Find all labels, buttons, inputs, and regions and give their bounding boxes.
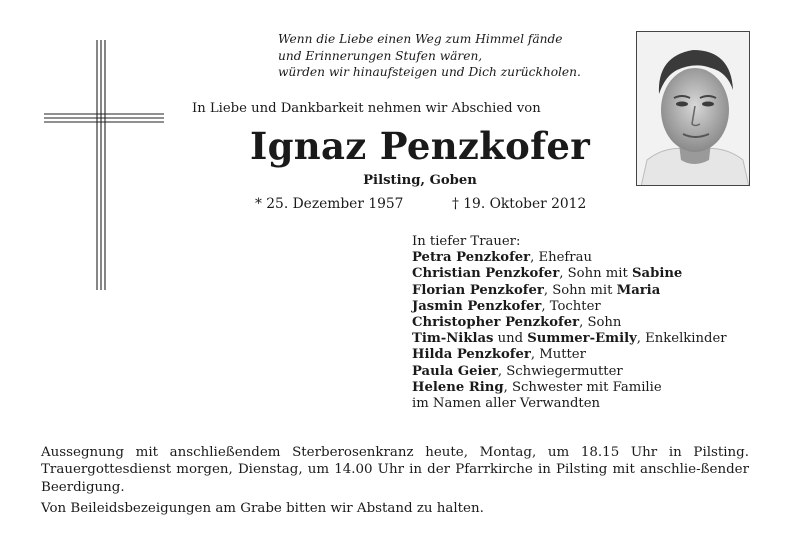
mourner-name: Summer-Emily	[527, 331, 637, 347]
mourner-rows	[412, 250, 727, 396]
mourner-row	[412, 331, 727, 347]
mourner-relation: , Sohn mit	[543, 282, 617, 298]
mourner-name: Maria	[616, 282, 661, 298]
service-text: Aussegnung mit anschließendem Sterberosenkranz heute, Montag, um 18.15 Uhr in Pilsting. Trauergottesdienst morgen, Dienstag, um 14.00 Uhr in der Pfarrkirche in Pilsting mit anschlie-ßender Beerdigung.	[41, 445, 749, 495]
service-info	[41, 444, 749, 517]
condolence-note: Von Beileidsbezeigungen am Grabe bitten wir Abstand zu halten.	[41, 500, 484, 516]
mourner-relation: , Ehefrau	[530, 250, 592, 266]
mourner-row	[412, 283, 727, 299]
mourner-relation: , Sohn	[579, 315, 622, 331]
mourner-relation: und	[493, 331, 528, 347]
cross-icon	[42, 38, 166, 296]
mourner-row	[412, 315, 727, 331]
mourner-row	[412, 347, 727, 363]
mourner-relation: , Schwester mit Familie	[503, 379, 662, 395]
mourner-name: Petra Penzkofer	[412, 250, 531, 266]
deceased-places: Pilsting, Goben	[363, 173, 477, 188]
mourner-name: Tim-Niklas	[412, 331, 494, 347]
poem	[278, 31, 628, 81]
mourner-name: Paula Geier	[412, 363, 498, 379]
deceased-name: Ignaz Penzkofer	[250, 124, 590, 168]
mourners-list	[412, 234, 727, 412]
mourner-name: Florian Penzkofer	[412, 282, 544, 298]
poem-line: und Erinnerungen Stufen wären,	[278, 48, 483, 63]
mourner-relation: , Enkelkinder	[636, 331, 727, 347]
mourner-name: Sabine	[632, 266, 683, 282]
mourner-name: Helene Ring	[412, 379, 504, 395]
mourners-heading: In tiefer Trauer:	[412, 234, 521, 249]
mourner-row	[412, 250, 727, 266]
mourner-relation: , Schwiegermutter	[497, 363, 623, 379]
intro-text: In Liebe und Dankbarkeit nehmen wir Abschied von	[192, 101, 541, 116]
portrait-photo	[636, 31, 750, 186]
poem-line: würden wir hinaufsteigen und Dich zurückholen.	[278, 65, 581, 79]
mourner-name: Hilda Penzkofer	[412, 347, 531, 363]
mourner-row	[412, 380, 727, 396]
mourner-name: Jasmin Penzkofer	[412, 298, 542, 314]
mourner-relation: , Mutter	[530, 347, 586, 363]
mourner-row	[412, 266, 727, 282]
death-date: † 19. Oktober 2012	[452, 196, 587, 212]
mourner-row	[412, 299, 727, 315]
poem-line: Wenn die Liebe einen Weg zum Himmel fände	[278, 32, 563, 46]
mourner-row	[412, 364, 727, 380]
birth-date: * 25. Dezember 1957	[255, 196, 404, 212]
mourner-relation: , Sohn mit	[559, 266, 633, 282]
mourner-relation: , Tochter	[541, 298, 601, 314]
mourner-name: Christopher Penzkofer	[412, 315, 580, 331]
mourner-name: Christian Penzkofer	[412, 266, 560, 282]
mourners-closing: im Namen aller Verwandten	[412, 396, 601, 412]
